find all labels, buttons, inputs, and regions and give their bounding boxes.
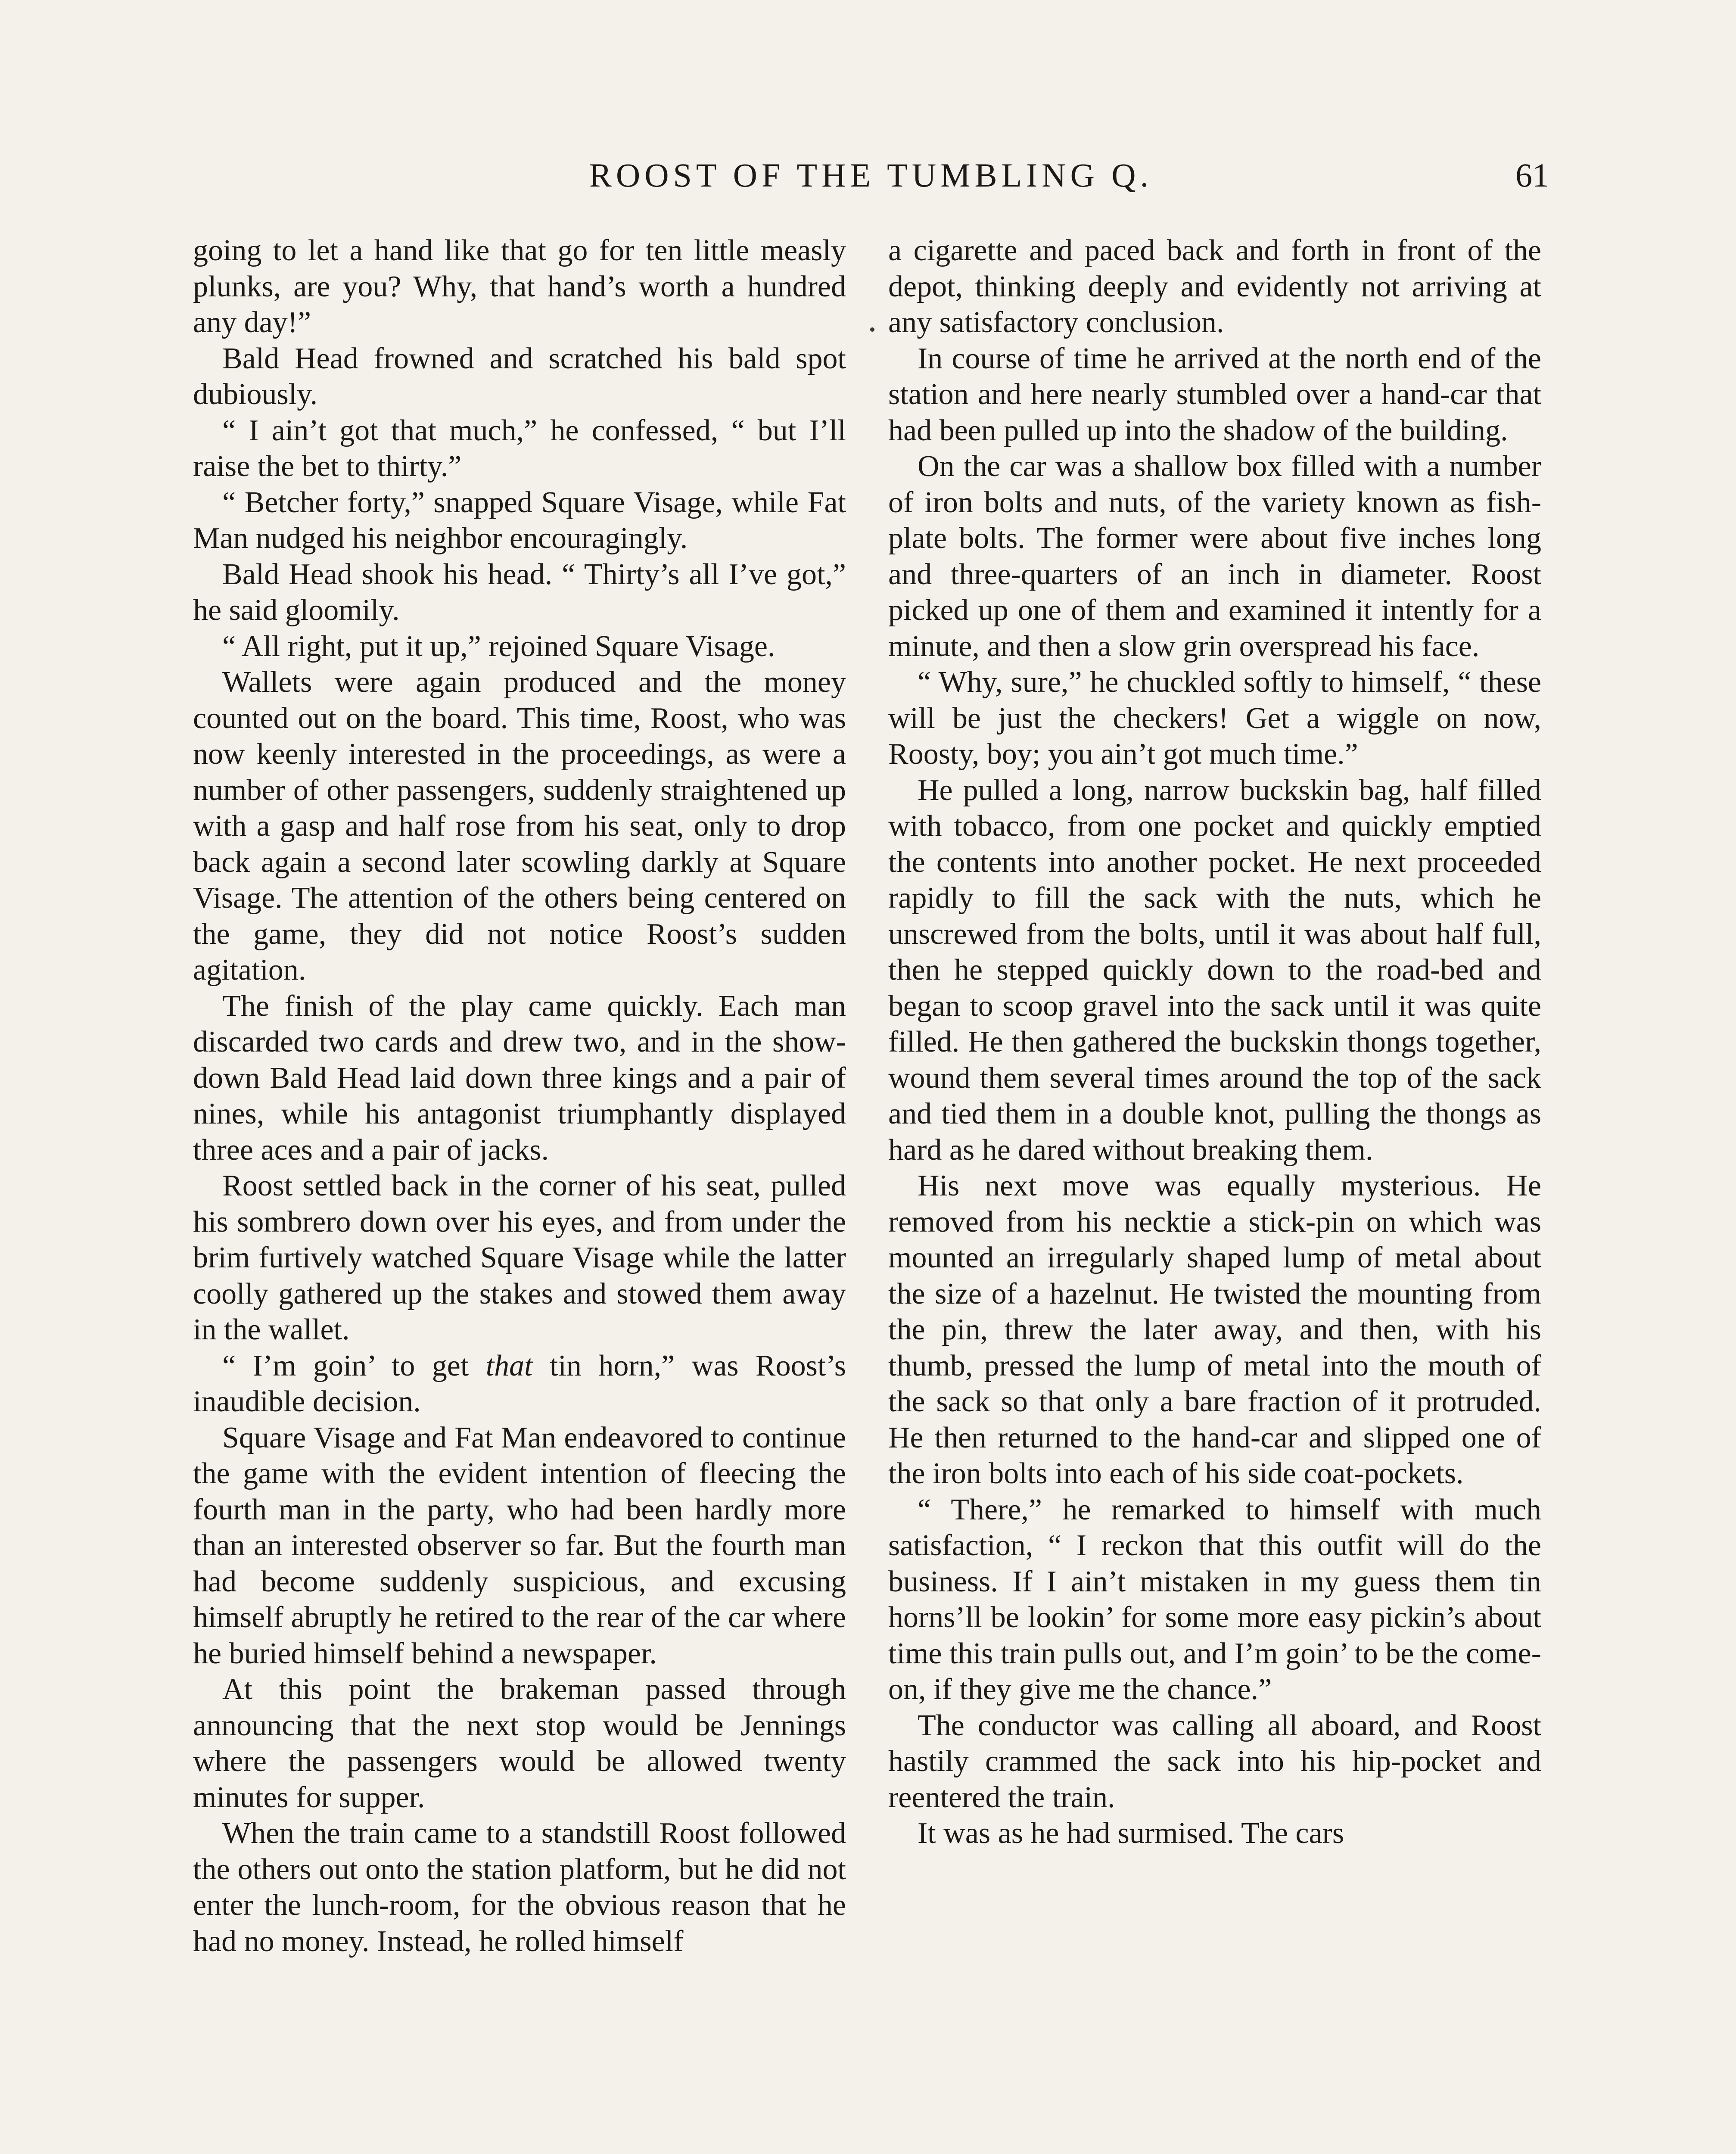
paragraph: In course of time he arrived at the north end of the station and here nearly stumbled over a hand-car that had been pulled up into the shadow of the building.: [888, 342, 1541, 447]
paragraph: His next move was equally mysterious. He removed from his necktie a stick-pin on which was mounted an irregularly shaped lump of metal about the size of a hazelnut. He twisted the mounting from the pin, threw the later away, and then, with his thumb, pressed the lump of metal into the mouth of the sack so that only a bare fraction of it protruded. He then returned to the hand-car and slipped one of the iron bolts into each of his side coat-pockets.: [888, 1169, 1541, 1490]
left-column: [193, 233, 846, 1959]
paragraph: On the car was a shallow box filled with a number of iron bolts and nuts, of the variety known as fish-plate bolts. The former were about five inches long and three-quarters of an inch in diameter. Roost picked up one of them and examined it intently for a minute, and then a slow grin overspread his face.: [888, 450, 1541, 663]
italic-text-run: that: [485, 1349, 533, 1382]
paragraph: “ All right, put it up,” rejoined Square Visage.: [222, 629, 775, 663]
paragraph: It was as he had surmised. The cars: [918, 1817, 1344, 1850]
paragraph: “ Betcher forty,” snapped Square Visage, while Fat Man nudged his neighbor encouragingly.: [193, 486, 846, 555]
paragraph-with-italic: [193, 1348, 846, 1420]
paragraph: The conductor was calling all aboard, and Roost hastily crammed the sack into his hip-pocket and reentered the train.: [888, 1709, 1541, 1814]
text-run: “ I’m goin’ to get: [222, 1349, 486, 1382]
paragraph: He pulled a long, narrow buckskin bag, half filled with tobacco, from one pocket and quickly emptied the contents into another pocket. He next proceeded rapidly to fill the sack with the nuts, which he unscrewed from the bolts, until it was about half full, then he stepped quickly down to the road-bed and began to scoop gravel into the sack until it was quite filled. He then gathered the buckskin thongs together, wound them several times around the top of the sack and tied them in a double knot, pulling the thongs as hard as he dared without breaking them.: [888, 773, 1541, 1167]
text-run: tin horn,” was Roost’s inaudible decision.: [193, 1349, 846, 1418]
paragraph: Wallets were again produced and the money counted out on the board. This time, Roost, who was now keenly interested in the proceedings, as were a number of other passengers, suddenly straightened up with a gasp and half rose from his seat, only to drop back again a second later scowling darkly at Square Visage. The attention of the others being centered on the game, they did not notice Roost’s sudden agitation.: [193, 666, 846, 987]
right-column: [888, 233, 1541, 1852]
paragraph: The finish of the play came quickly. Each man discarded two cards and drew two, and in the show-down Bald Head laid down three kings and a pair of nines, while his antagonist triumphantly displayed three aces and a pair of jacks.: [193, 989, 846, 1167]
paragraph: “ There,” he remarked to himself with much satisfaction, “ I reckon that this outfit will do the business. If I ain’t mistaken in my guess them tin horns’ll be lookin’ for some more easy pickin’s about time this train pulls out, and I’m goin’ to be the come-on, if they give me the chance.”: [888, 1493, 1541, 1706]
paragraph: Roost settled back in the corner of his seat, pulled his sombrero down over his eyes, and from under the brim furtively watched Square Visage while the latter coolly gathered up the stakes and stowed them away in the wallet.: [193, 1169, 846, 1346]
paragraph: Bald Head shook his head. “ Thirty’s all I’ve got,” he said gloomily.: [193, 557, 846, 627]
paragraph: “ Why, sure,” he chuckled softly to himself, “ these will be just the checkers! Get a wiggle on now, Roosty, boy; you ain’t got much time.”: [888, 666, 1541, 771]
paragraph: “ I ain’t got that much,” he confessed, “ but I’ll raise the bet to thirty.”: [193, 414, 846, 483]
page-header: [193, 152, 1549, 199]
paragraph: Bald Head frowned and scratched his bald spot dubiously.: [193, 342, 846, 411]
paragraph: a cigarette and paced back and forth in front of the depot, thinking deeply and evidently not arriving at any satisfactory conclusion.: [888, 234, 1541, 339]
running-head: ROOST OF THE TUMBLING Q.: [589, 156, 1153, 194]
paragraph: Square Visage and Fat Man endeavored to continue the game with the evident intention of fleecing the fourth man in the party, who had been hardly more than an interested observer so far. But the fourth man had become suddenly suspicious, and excusing himself abruptly he retired to the rear of the car where he buried himself behind a newspaper.: [193, 1421, 846, 1670]
paragraph: going to let a hand like that go for ten little measly plunks, are you? Why, that hand’s worth a hundred any day!”: [193, 234, 846, 339]
paragraph: At this point the brakeman passed through announcing that the next stop would be Jennings where the passengers would be allowed twenty minutes for supper.: [193, 1673, 846, 1814]
ink-speck: [870, 327, 874, 332]
page-number: 61: [1515, 156, 1549, 194]
paragraph: When the train came to a standstill Roost followed the others out onto the station platform, but he did not enter the lunch-room, for the obvious reason that he had no money. Instead, he rolled himself: [193, 1817, 846, 1958]
